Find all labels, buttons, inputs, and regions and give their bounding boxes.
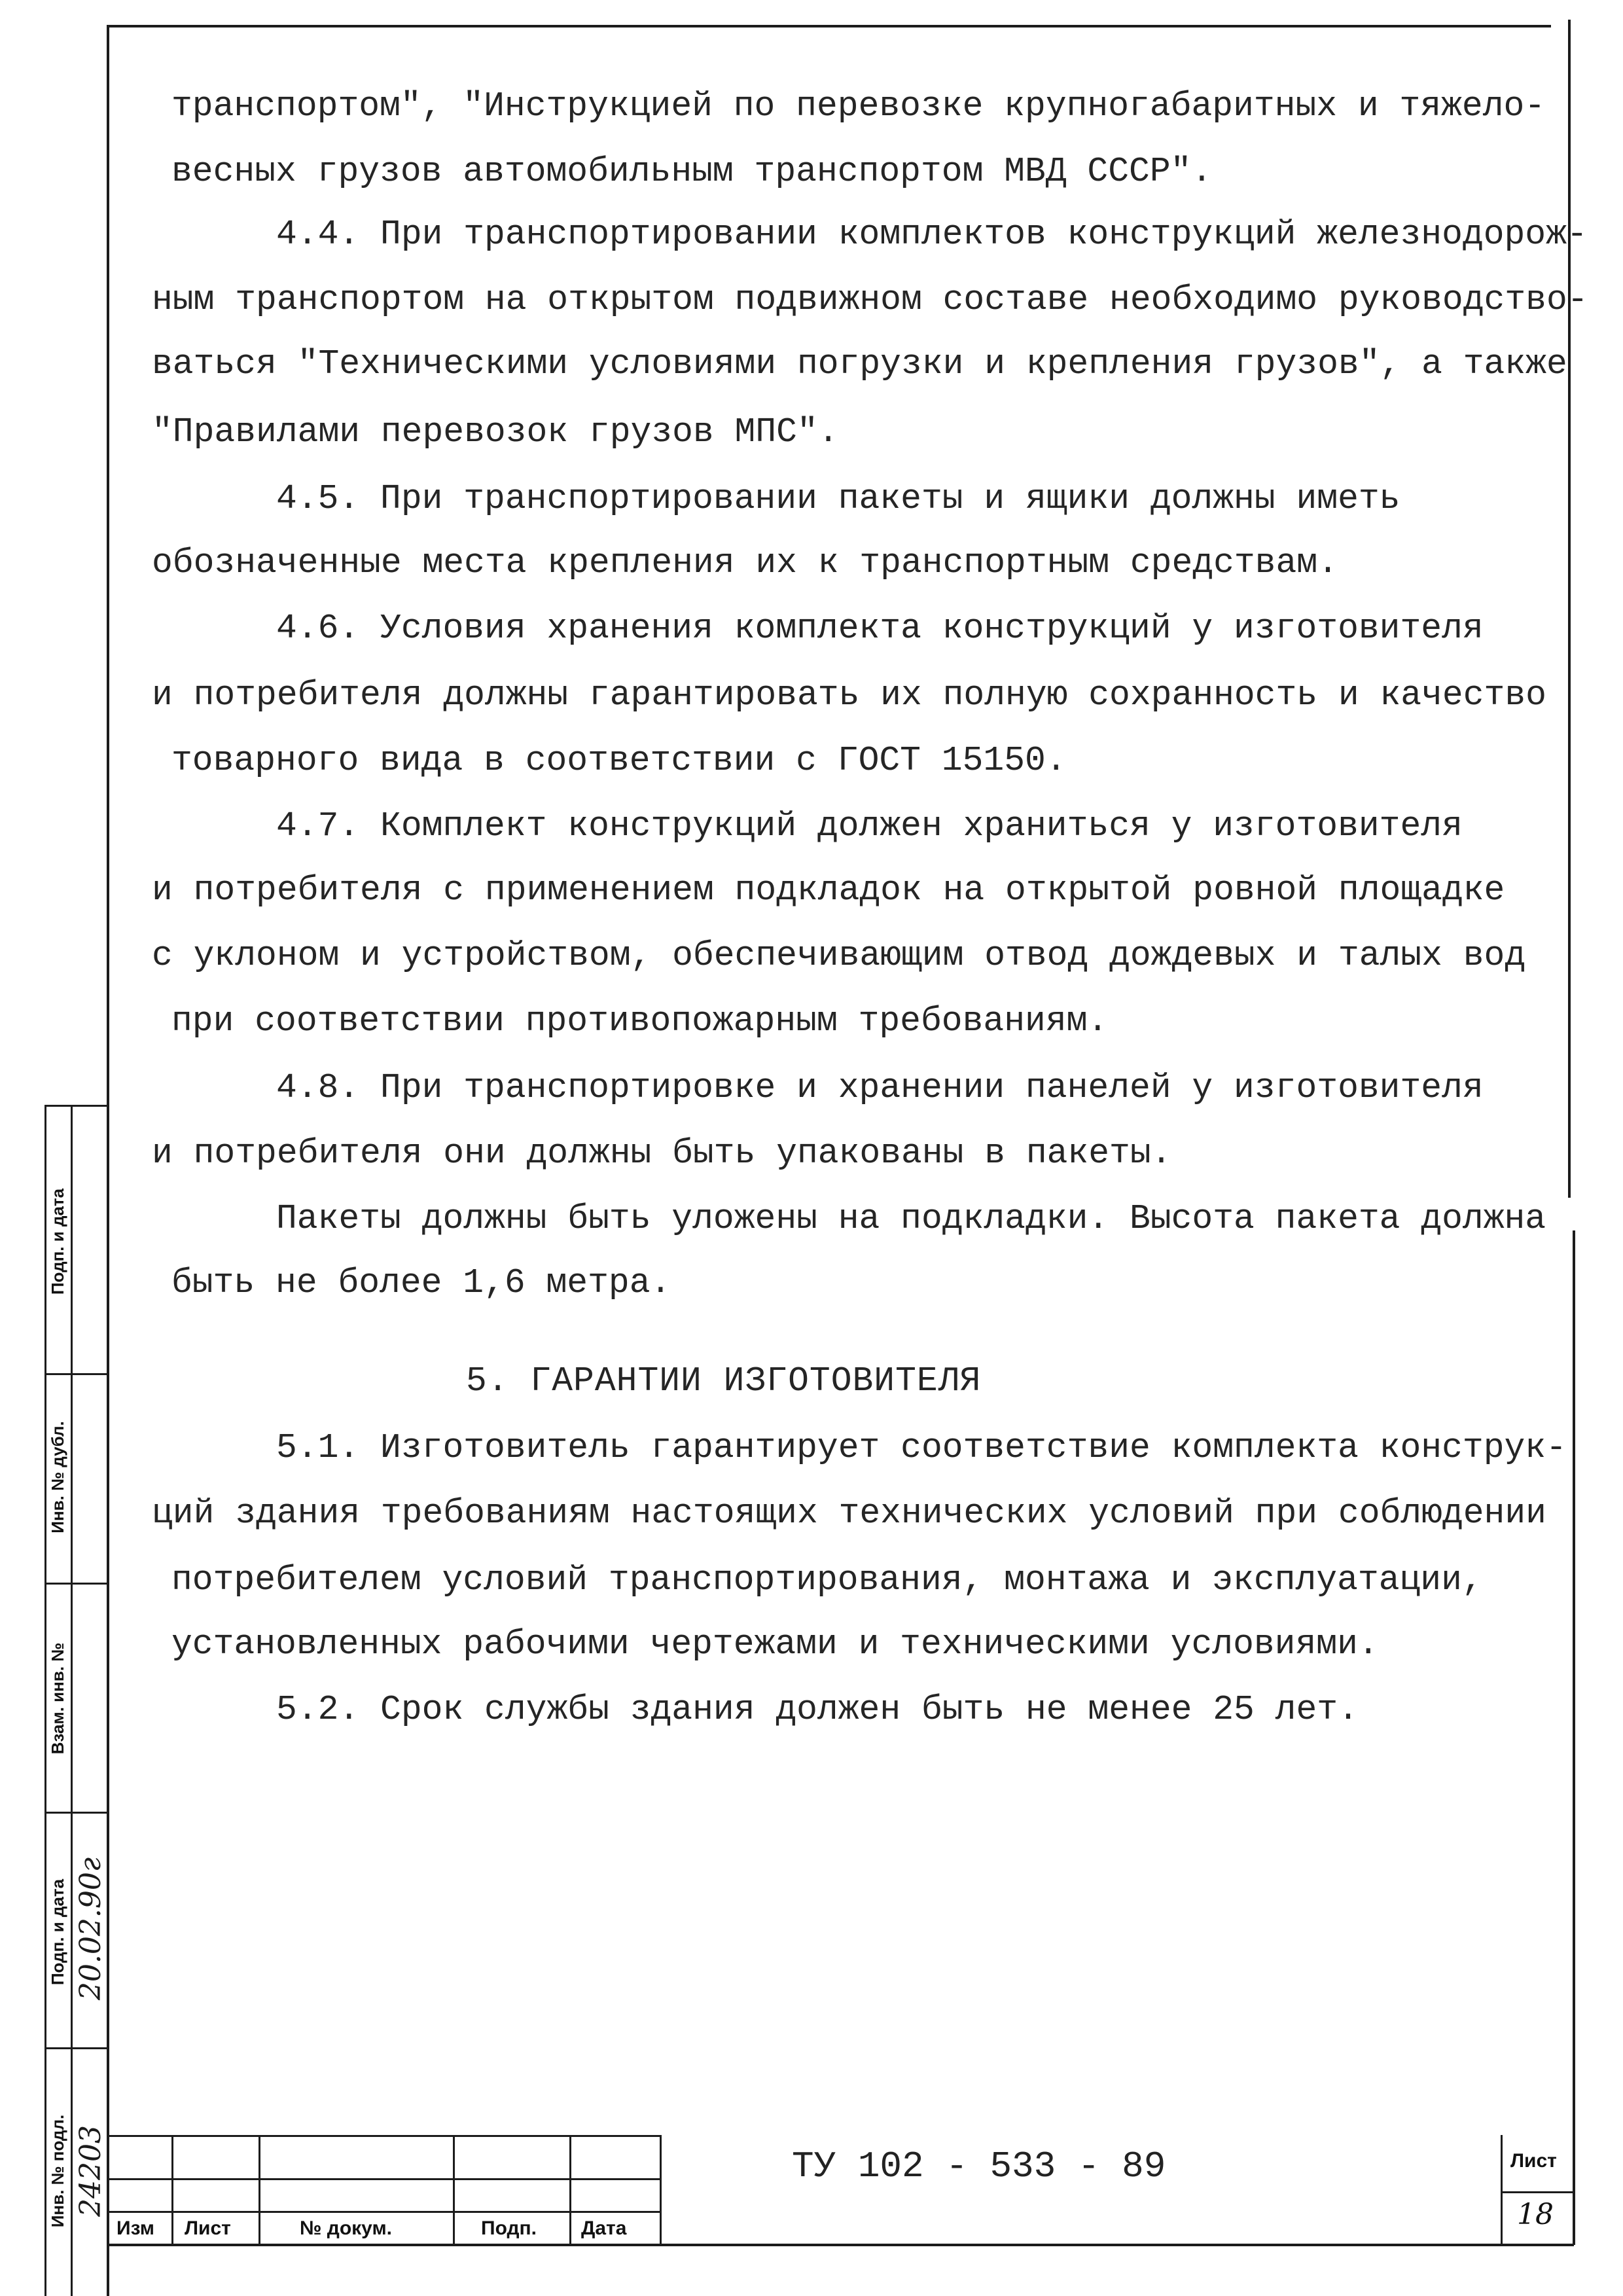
body-line: при соответствии противопожарным требованиям. (171, 1001, 1109, 1041)
sheet-number: 18 (1517, 2198, 1554, 2231)
column-date: Дата (581, 2217, 627, 2239)
side-stamp-divider-rule (71, 1105, 73, 2296)
section-heading: 5. ГАРАНТИИ ИЗГОТОВИТЕЛЯ (466, 1361, 982, 1401)
body-line: и потребителя с применением подкладок на открытой ровной площадке (152, 870, 1505, 910)
sheet-cell-mid-rule (1501, 2191, 1574, 2193)
title-block-col-rule (171, 2135, 173, 2245)
side-stamp-cell-rule (45, 1583, 109, 1585)
sheet-label: Лист (1510, 2150, 1557, 2172)
body-line: 4.4. При транспортировании комплектов конструкций железнодорож- (276, 215, 1588, 254)
side-stamp-top-rule (45, 1105, 109, 1107)
body-line: быть не более 1,6 метра. (171, 1263, 671, 1302)
column-change: Изм (116, 2217, 154, 2239)
body-line: 4.7. Комплект конструкций должен храниться у изготовителя (276, 806, 1463, 846)
side-stamp-left-rule (45, 1105, 46, 2296)
body-line: 5.1. Изготовитель гарантирует соответствие комплекта конструк- (276, 1428, 1567, 1467)
side-label-sign-date: Подп. и дата (48, 1878, 67, 1986)
body-line: 4.8. При транспортировке и хранении панелей у изготовителя (276, 1068, 1484, 1107)
body-line: 4.5. При транспортировании пакеты и ящики должны иметь (276, 479, 1400, 518)
title-block-col-rule (660, 2135, 662, 2245)
body-line: обозначенные места крепления их к транспортным средствам. (152, 543, 1338, 583)
title-block-bottom-rule (108, 2244, 1574, 2246)
side-label-duplicate-inv: Инв. № дубл. (48, 1421, 67, 1534)
body-line: ным транспортом на открытом подвижном составе необходимо руководство- (152, 280, 1588, 319)
side-stamp-cell-rule (45, 1373, 109, 1375)
sheet-cell-left-rule (1501, 2135, 1503, 2245)
column-signature: Подп. (481, 2217, 537, 2239)
side-stamp-cell-rule (45, 2047, 109, 2049)
body-line: Пакеты должны быть уложены на подкладки. Высота пакета должна (276, 1199, 1546, 1238)
document-designation: ТУ 102 - 533 - 89 (792, 2145, 1166, 2187)
side-label-original-inv: Инв. № подл. (48, 2114, 67, 2228)
body-line: с уклоном и устройством, обеспечивающим отвод дождевых и талых вод (152, 936, 1526, 975)
body-line: и потребителя они должны быть упакованы в пакеты. (152, 1134, 1172, 1173)
body-line: товарного вида в соответствии с ГОСТ 15150. (171, 741, 1067, 780)
title-block-top-rule (108, 2135, 661, 2137)
frame-right-rule-upper (1568, 20, 1571, 1198)
body-line: транспортом", "Инструкцией по перевозке крупногабаритных и тяжело- (171, 86, 1546, 126)
body-line: 5.2. Срок службы здания должен быть не менее 25 лет. (276, 1690, 1359, 1729)
frame-top-rule (108, 25, 1551, 27)
handwritten-inventory-number: 24203 (74, 2125, 107, 2217)
body-line: ваться "Техническими условиями погрузки и крепления грузов", а также (152, 344, 1567, 384)
body-line: ций здания требованиям настоящих технических условий при соблюдении (152, 1494, 1546, 1533)
body-line: весных грузов автомобильным транспортом МВД СССР". (171, 152, 1213, 191)
title-block-col-rule (453, 2135, 455, 2245)
body-line: и потребителя должны гарантировать их полную сохранность и качество (152, 675, 1546, 715)
column-doc-number: № докум. (300, 2217, 392, 2239)
title-block-mid-rule (108, 2178, 661, 2180)
body-line: установленных рабочими чертежами и техническими условиями. (171, 1624, 1379, 1664)
title-block-mid-rule (108, 2211, 661, 2213)
body-line: 4.6. Условия хранения комплекта конструкций у изготовителя (276, 609, 1484, 648)
title-block-col-rule (259, 2135, 260, 2245)
frame-right-rule-lower (1573, 1230, 1575, 2245)
title-block-col-rule (569, 2135, 571, 2245)
column-sheet: Лист (185, 2217, 231, 2239)
body-line: "Правилами перевозок грузов МПС". (152, 412, 839, 452)
side-label-replacement-inv: Взам. инв. № (48, 1642, 67, 1755)
side-label-sign-date: Подп. и дата (48, 1188, 67, 1295)
side-stamp-cell-rule (45, 1812, 109, 1814)
body-line: потребителем условий транспортирования, монтажа и эксплуатации, (171, 1560, 1483, 1600)
handwritten-date: 20.02.90г (74, 1857, 107, 2001)
